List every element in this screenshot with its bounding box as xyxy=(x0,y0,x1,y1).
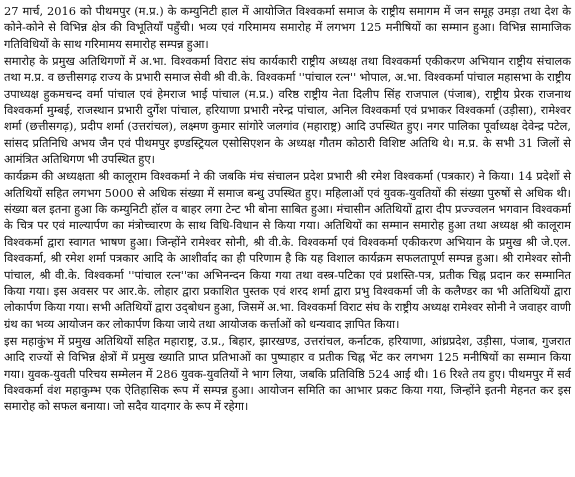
article-paragraph-1: 27 मार्च, 2016 को पीथमपुर (म.प्र.) के कम्युनिटी हाल में आयोजित विश्वकर्मा समाज के राष्ट्रीय समागम में जन समूह उमड़ा तथा देश के कोने-कोने से विभिन्न क्षेत्र की विभूतियाँ पहुँची। भव्य एवं गरिमामय समारोह में लगभग 125 मनीषियों का सम्मान हुआ। विभिन्न सामाजिक गतिविधियों के साथ गरिमामय समारोह सम्पन्न हुआ। xyxy=(4,4,571,51)
article-paragraph-4: इस महाकुंभ में प्रमुख अतिथियों सहित महाराष्ट्र, उ.प्र., बिहार, झारखण्ड, उत्तरांचल, कर्नाटक, हरियाणा, आंध्रप्रदेश, उड़ीसा, पंजाब, गुजरात आदि राज्यों से विभिन्न क्षेत्रों में प्रमुख ख्याति प्राप्त प्रतिभाओं का पुष्पाहार व प्रतीक चिह्न भेंट कर लगभग 125 मनीषियों का सम्मान किया गया। युवक-युवती परिचय सम्मेलन में 286 युवक-युवतियों ने भाग लिया, जबकि प्रतिविष्ठि 524 आई थी। 16 रिश्ते तय हुए। पीथमपुर में सर्व विश्वकर्मा वंश महाकुम्भ एक ऐतिहासिक रूप में सम्पन्न हुआ। आयोजन समिति का आभार प्रकट किया गया, जिन्होंने इतनी मेहनत कर इस समारोह को सफल बनाया। जो सदैव यादगार के रूप में रहेगा। xyxy=(4,333,571,414)
article-paragraph-3: कार्यक्रम की अध्यक्षता श्री कालूराम विश्वकर्मा ने की जबकि मंच संचालन प्रदेश प्रभारी श्री रमेश विश्वकर्मा (पत्रकार) ने किया। 14 प्रदेशों से अतिथियों सहित लगभग 5000 से अधिक संख्या में समाज बन्धु उपस्थित हुए। महिलाओं एवं युवक-युवतियों की संख्या पुरुषों से अधिक थी। संख्या बल इतना हुआ कि कम्युनिटी हॉल व बाहर लगा टेन्ट भी बोना साबित हुआ। मंचासीन अतिथियों द्वारा दीप प्रज्ज्वलन भगवान विश्वकर्मा के चित्र पर एवं माल्यार्पण का मंत्रोच्चारण के साथ विधि-विधान से किया गया। अतिथियों का सम्मान समारोह हुआ तथा अध्यक्ष श्री कालूराम विश्वकर्मा द्वारा स्वागत भाषण हुआ। जिन्होंने रामेश्वर सोनी, श्री वी.के. विश्वकर्मा एवं विश्वकर्मा एकीकरण अभियान के प्रमुख श्री जे.एल. विश्वकर्मा, श्री रमेश शर्मा पत्रकार आदि के आशीर्वाद का ही परिणाम है कि यह विशाल कार्यक्रम सफलतापूर्ण सम्पन्न हुआ। श्री रामेश्वर सोनी पांचाल, श्री वी.के. विश्वकर्मा ''पांचाल रत्न''का अभिनन्दन किया गया तथा वस्त्र-पटिका एवं प्रशस्ति-पत्र, प्रतीक चिह्न प्रदान कर सम्मानित किया गया। इस अवसर पर आर.के. लोहार द्वारा प्रकाशित पुस्तक एवं शरद शर्मा द्वारा प्रभु विश्वकर्मा जी के कलैण्डर का भी अतिथियों द्वारा लोकार्पण किया गया। सभी अतिथियों द्वारा उद्‌बोधन हुआ, जिसमें अ.भा. विश्वकर्मा विराट संघ के राष्ट्रीय अध्यक्ष रामेश्वर सोनी ने जवाहर वाणी ग्रंथ का भव्य आयोजन कर लोकार्पण किया जाये तथा आयोजक कर्त्ताओं को धन्यवाद ज्ञापित किया। xyxy=(4,169,571,331)
article-paragraph-2: समारोह के प्रमुख अतिथिगणों में अ.भा. विश्वकर्मा विराट संघ कार्यकारी राष्ट्रीय अध्यक्ष तथा विश्वकर्मा एकीकरण अभियान राष्ट्रीय संचालक तथा म.प्र. व छत्तीसगढ़ राज्य के प्रभारी समाज सेवी श्री वी.के. विश्वकर्मा ''पांचाल रत्न'' भोपाल, अ.भा. विश्वकर्मा पांचाल महासभा के राष्ट्रीय उपाध्यक्ष हुकमचन्द वर्मा पांचाल एवं हेमराज भाई पांचाल (म.प्र.) वरिष्ठ राष्ट्रीय नेता दिलीप सिंह राजपाल (पंजाब), राष्ट्रीय प्रेरक राजनाथ विश्वकर्मा मुम्बई, राजस्थान प्रभारी दुर्गेश पांचाल, हरियाणा प्रभारी नरेन्द्र पांचाल, अनिल विश्वकर्मा एवं प्रभाकर विश्वकर्मा (उड़ीसा), रामेश्वर शर्मा (छत्तीसगढ़), प्रदीप शर्मा (उत्तरांचल), लक्ष्मण कुमार सांगोरे जलगांव (महाराष्ट्र) आदि उपस्थित हुए। नगर पालिका पूर्वाध्यक्ष देवेन्द्र पटेल, सांसद प्रतिनिधि अभय जैन एवं पीथमपुर इण्डस्ट्रियल एसोसिएशन के अध्यक्ष गौतम कोठारी विशिष्ट अतिथि थे। म.प्र. के सभी 31 जिलों से आमंत्रित अतिथिगण भी उपस्थित हुए। xyxy=(4,54,571,167)
